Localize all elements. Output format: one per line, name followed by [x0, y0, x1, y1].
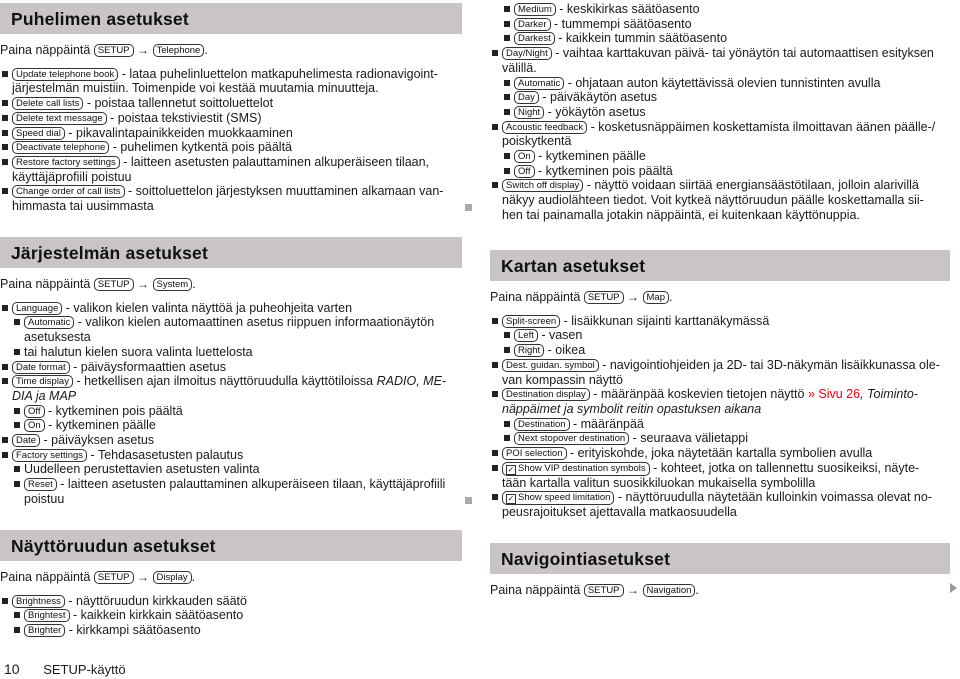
navigation-settings-section	[490, 543, 950, 607]
menu-key: Destination display	[502, 388, 590, 401]
menu-key: POI selection	[502, 447, 567, 460]
menu-key: Update telephone book	[12, 68, 118, 81]
list-subitem: Left - vasen	[490, 328, 950, 343]
bullet-icon	[2, 144, 8, 150]
list-item-continuation: käyttäjäprofiili poistuu	[12, 169, 132, 184]
bullet-icon	[492, 362, 498, 368]
system-key: System	[153, 278, 193, 291]
list-item: Update telephone book - lataa puhelinluettelon matkapuhelimesta radionavigoint-	[0, 67, 462, 82]
page-footer	[4, 661, 126, 677]
list-item-continuation: poiskytkentä	[502, 134, 572, 149]
list-subitem: Uudelleen perustettavien asetusten valinta	[0, 462, 462, 477]
list-item: Delete call lists - poistaa tallennetut soittoluettelot	[0, 96, 462, 111]
display-settings-continued	[490, 2, 950, 223]
list-subitem: Off - kytkeminen pois päältä	[490, 164, 950, 179]
arrow-icon: →	[627, 290, 640, 304]
bullet-icon	[14, 422, 20, 428]
list-item: Delete text message - poistaa tekstiviestit (SMS)	[0, 111, 462, 126]
bullet-icon	[504, 21, 510, 27]
list-item: Day/Night - vaihtaa karttakuvan päivä- tai yönäytön tai automaattisen esityksen	[490, 46, 950, 61]
menu-key: Day/Night	[502, 47, 552, 60]
continued-arrow-icon	[950, 583, 957, 593]
bullet-icon	[2, 364, 8, 370]
menu-key: Brightness	[12, 595, 65, 608]
phone-settings-section	[0, 3, 462, 214]
setup-key: SETUP	[584, 584, 624, 597]
list-subitem: Destination - määränpää	[490, 417, 950, 432]
setup-key: SETUP	[94, 44, 134, 57]
list-item-continuation: järjestelmän muistiin. Toimenpide voi kestää muutamia minuutteja.	[12, 81, 379, 96]
list-item-continuation: poistuu	[0, 492, 462, 507]
bullet-icon	[2, 188, 8, 194]
list-item-continuation: hen tai painamalla jotakin näppäintä, ei kuitenkaan käyttönuppia.	[502, 207, 860, 222]
bullet-icon	[504, 347, 510, 353]
bullet-icon	[504, 168, 510, 174]
menu-key: Next stopover destination	[514, 432, 629, 445]
menu-key: On	[514, 150, 535, 163]
menu-key: Time display	[12, 375, 73, 388]
menu-key: Deactivate telephone	[12, 141, 109, 154]
list-subitem: Darkest - kaikkein tummin säätöasento	[490, 31, 950, 46]
list-item: ✓ Show speed limitation - näyttöruudulla näytetään kulloinkin voimassa olevat no-	[490, 490, 950, 505]
menu-key: Restore factory settings	[12, 156, 120, 169]
list-item: ✓ Show VIP destination symbols - kohteet, jotka on tallennettu suosikeiksi, näyte-	[490, 461, 950, 476]
menu-path: Paina näppäintä SETUP → System .	[0, 277, 196, 291]
bullet-icon	[14, 319, 20, 325]
list-item-continuation: himmasta tai uusimmasta	[0, 199, 462, 214]
menu-key: Brightest	[24, 609, 70, 622]
list-subitem: tai halutun kielen suora valinta luettelosta	[0, 345, 462, 360]
list-item: Date format - päiväysformaattien asetus	[0, 360, 462, 375]
bullet-icon	[492, 391, 498, 397]
section-heading: Puhelimen asetukset	[0, 3, 462, 34]
checkbox-icon: ✓	[507, 494, 515, 504]
bullet-icon	[2, 452, 8, 458]
arrow-icon: →	[137, 277, 150, 291]
list-item: Brightness - näyttöruudun kirkkauden säätö	[0, 594, 462, 609]
list-subitem: Right - oikea	[490, 343, 950, 358]
list-item-continuation: DIA ja MAP	[12, 388, 77, 403]
list-item: Language - valikon kielen valinta näyttöä ja puheohjeita varten	[0, 301, 462, 316]
section-heading: Navigointiasetukset	[490, 543, 950, 574]
chapter-title: SETUP-käyttö	[43, 662, 126, 677]
list-subitem: Darker - tummempi säätöasento	[490, 17, 950, 32]
bullet-icon	[492, 182, 498, 188]
list-item-continuation: näkyy audiolähteen tiedot. Voit kytkeä näyttöruudun päälle koskettamalla sii-	[502, 193, 924, 208]
menu-key: Speed dial	[12, 127, 65, 140]
menu-key: Acoustic feedback	[502, 121, 587, 134]
bullet-icon	[504, 109, 510, 115]
menu-path: Paina näppäintä SETUP → Display .	[0, 570, 196, 584]
menu-key: Delete call lists	[12, 97, 83, 110]
list-subitem: Off - kytkeminen pois päältä	[0, 404, 462, 419]
telephone-key: Telephone	[153, 44, 205, 57]
bullet-icon	[504, 35, 510, 41]
bullet-icon	[504, 435, 510, 441]
bullet-icon	[504, 6, 510, 12]
bullet-icon	[504, 94, 510, 100]
menu-key: ✓ Show speed limitation	[502, 491, 614, 505]
list-item-continuation: peusrajoitukset ajettavalla matkaosuudella	[502, 505, 737, 520]
list-item: Deactivate telephone - puhelimen kytkentä pois päältä	[0, 140, 462, 155]
bullet-icon	[492, 50, 498, 56]
menu-key: Off	[514, 165, 535, 178]
arrow-icon: →	[137, 570, 150, 584]
checkbox-icon: ✓	[507, 464, 515, 474]
arrow-icon: →	[137, 43, 150, 57]
list-item-continuation: näppäimet ja symbolit reitin opastuksen aikana	[502, 401, 762, 416]
setup-key: SETUP	[584, 291, 624, 304]
system-settings-section	[0, 237, 462, 507]
navigation-key: Navigation	[643, 584, 696, 597]
list-item: Factory settings - Tehdasasetusten palautus	[0, 448, 462, 463]
section-heading: Kartan asetukset	[490, 250, 950, 281]
map-settings-section	[490, 250, 950, 520]
menu-key: On	[24, 419, 45, 432]
list-item: Acoustic feedback - kosketusnäppäimen koskettamista ilmoittavan äänen päälle-/	[490, 120, 950, 135]
list-subitem: On - kytkeminen päälle	[490, 149, 950, 164]
list-subitem: On - kytkeminen päälle	[0, 418, 462, 433]
menu-key: Factory settings	[12, 449, 87, 462]
menu-key: Switch off display	[502, 179, 583, 192]
bullet-icon	[14, 349, 20, 355]
list-item: Restore factory settings - laitteen asetusten palauttaminen alkuperäiseen tilaan,	[0, 155, 462, 170]
list-subitem: Day - päiväkäytön asetus	[490, 90, 950, 105]
map-key: Map	[643, 291, 669, 304]
menu-key: Right	[514, 344, 544, 357]
menu-key: Automatic	[24, 316, 74, 329]
section-end-icon	[465, 204, 472, 211]
bullet-icon	[504, 80, 510, 86]
list-subitem: Automatic - valikon kielen automaattinen asetus riippuen informaationäytön	[0, 315, 462, 330]
list-subitem: Reset - laitteen asetusten palauttaminen alkuperäiseen tilaan, käyttäjäprofiili	[0, 477, 462, 492]
menu-key: Change order of call lists	[12, 185, 125, 198]
list-item: POI selection - erityiskohde, joka näytetään kartalla symbolien avulla	[490, 446, 950, 461]
bullet-icon	[492, 318, 498, 324]
list-item: Split-screen - lisäikkunan sijainti karttanäkymässä	[490, 314, 950, 329]
menu-key: Medium	[514, 3, 556, 16]
list-item-continuation: van kompassin näyttö	[502, 372, 623, 387]
menu-key: Automatic	[514, 77, 564, 90]
menu-key: Darker	[514, 18, 551, 31]
menu-key: Night	[514, 106, 544, 119]
list-item-continuation: asetuksesta	[24, 330, 91, 345]
menu-key: Brighter	[24, 624, 65, 637]
bullet-icon	[2, 100, 8, 106]
section-heading: Järjestelmän asetukset	[0, 237, 462, 268]
list-item: Date - päiväyksen asetus	[0, 433, 462, 448]
bullet-icon	[504, 421, 510, 427]
page-reference-link[interactable]: » Sivu 26	[807, 387, 861, 402]
menu-key: Language	[12, 302, 62, 315]
display-key: Display	[153, 571, 192, 584]
bullet-icon	[492, 124, 498, 130]
menu-key: Delete text message	[12, 112, 107, 125]
bullet-icon	[14, 408, 20, 414]
menu-key: Off	[24, 405, 45, 418]
section-heading: Näyttöruudun asetukset	[0, 530, 462, 561]
list-item-continuation: tään kartalla valitun suosikkiluokan mukaisella symbolilla	[502, 475, 816, 490]
page-number: 10	[4, 661, 20, 677]
list-item: Speed dial - pikavalintapainikkeiden muokkaaminen	[0, 126, 462, 141]
menu-key: Darkest	[514, 32, 555, 45]
list-subitem: Brightest - kaikkein kirkkain säätöasento	[0, 608, 462, 623]
menu-path: Paina näppäintä SETUP → Navigation .	[490, 583, 699, 597]
bullet-icon	[2, 71, 8, 77]
bullet-icon	[2, 378, 8, 384]
menu-key: Left	[514, 329, 538, 342]
bullet-icon	[2, 437, 8, 443]
menu-path: Paina näppäintä SETUP → Map .	[490, 290, 673, 304]
bullet-icon	[492, 494, 498, 500]
bullet-icon	[2, 130, 8, 136]
bullet-icon	[2, 115, 8, 121]
list-subitem: Night - yökäytön asetus	[490, 105, 950, 120]
menu-key: ✓ Show VIP destination symbols	[502, 462, 650, 476]
menu-key: Day	[514, 91, 539, 104]
arrow-icon: →	[627, 583, 640, 597]
bullet-icon	[492, 450, 498, 456]
menu-key: Split-screen	[502, 315, 560, 328]
menu-key: Date format	[12, 361, 70, 374]
menu-key: Reset	[24, 478, 57, 491]
menu-key: Dest. guidan. symbol	[502, 359, 599, 372]
setup-key: SETUP	[94, 571, 134, 584]
list-item: Time display - hetkellisen ajan ilmoitus näyttöruudulla käyttötiloissa RADIO, ME-	[0, 374, 462, 389]
bullet-icon	[14, 481, 20, 487]
bullet-icon	[504, 332, 510, 338]
bullet-icon	[2, 305, 8, 311]
bullet-icon	[2, 159, 8, 165]
list-subitem: Next stopover destination - seuraava välietappi	[490, 431, 950, 446]
list-subitem: Medium - keskikirkas säätöasento	[490, 2, 950, 17]
list-item: Dest. guidan. symbol - navigointiohjeiden ja 2D- tai 3D-näkymän lisäikkunassa ole-	[490, 358, 950, 373]
section-end-icon	[465, 497, 472, 504]
bullet-icon	[14, 466, 20, 472]
menu-path: Paina näppäintä SETUP → Telephone .	[0, 43, 208, 57]
list-subitem: Brighter - kirkkampi säätöasento	[0, 623, 462, 638]
bullet-icon	[492, 465, 498, 471]
bullet-icon	[2, 598, 8, 604]
menu-key: Destination	[514, 418, 570, 431]
menu-key: Date	[12, 434, 40, 447]
setup-key: SETUP	[94, 278, 134, 291]
list-item-continuation: välillä.	[502, 60, 537, 75]
bullet-icon	[14, 612, 20, 618]
list-subitem: Automatic - ohjataan auton käytettävissä olevien tunnistinten avulla	[490, 76, 950, 91]
bullet-icon	[504, 153, 510, 159]
list-item: Change order of call lists - soittoluettelon järjestyksen muuttaminen alkamaan van-	[0, 184, 462, 199]
list-item: Destination display - määränpää koskevien tietojen näyttö » Sivu 26, Toiminto-	[490, 387, 950, 402]
bullet-icon	[14, 627, 20, 633]
list-item: Switch off display - näyttö voidaan siirtää energiansäästötilaan, jolloin alarivillä	[490, 178, 950, 193]
display-settings-section	[0, 530, 462, 638]
